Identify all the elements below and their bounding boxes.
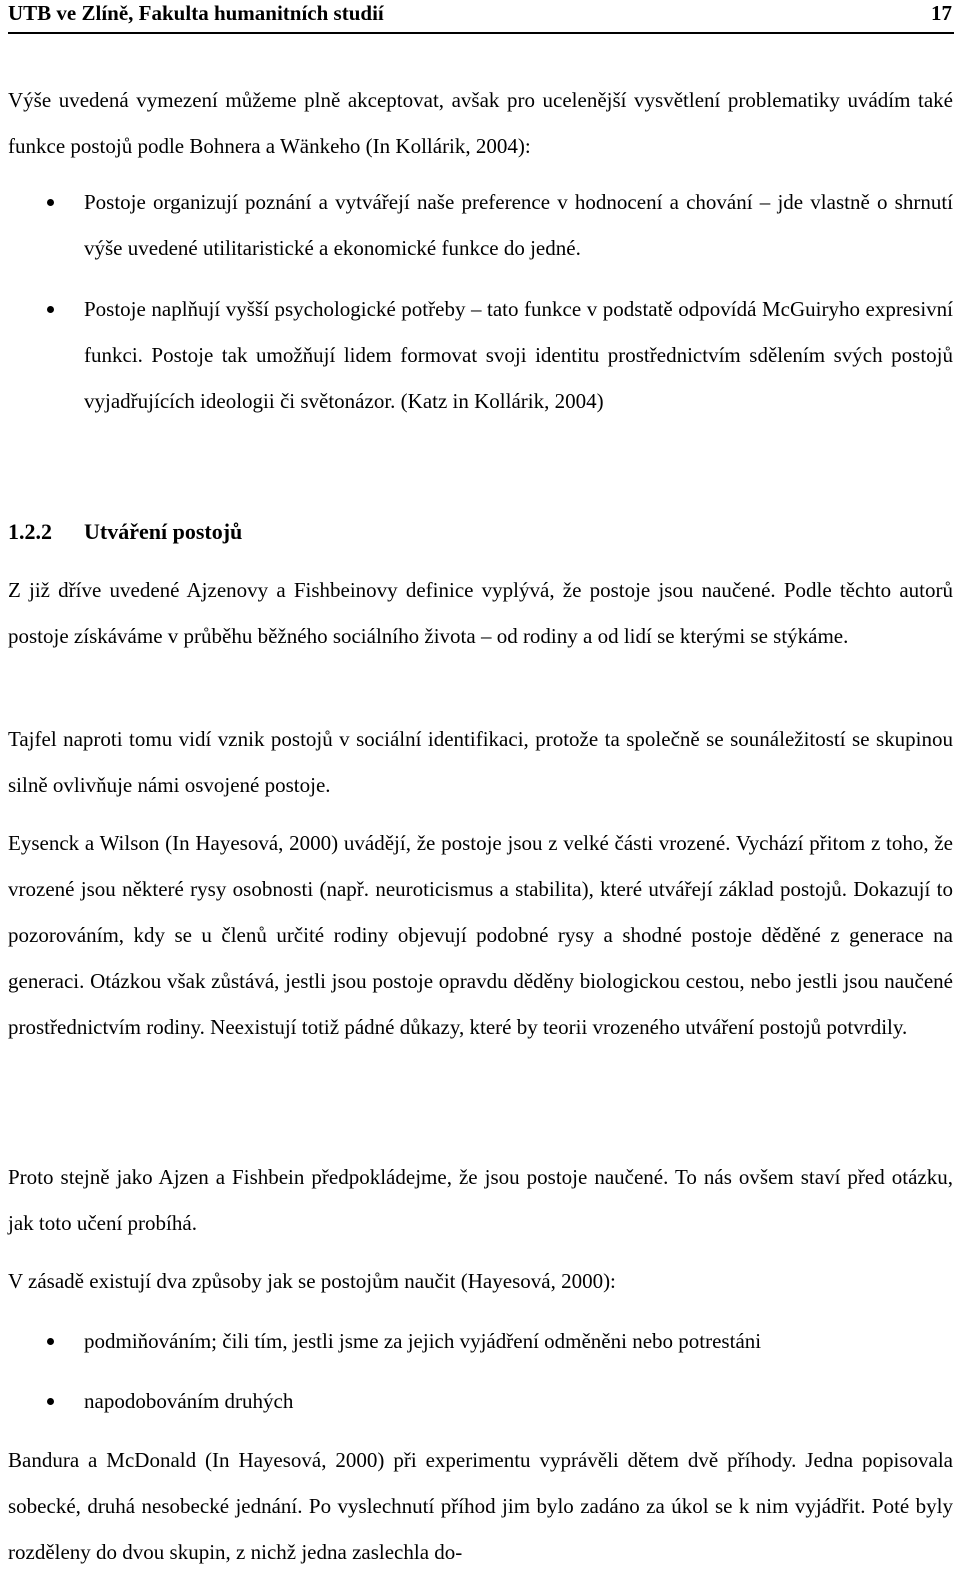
bullet-icon — [47, 1398, 54, 1405]
list-item-text: podmiňováním; čili tím, jestli jsme za jejich vyjádření odměněni nebo potrestáni — [84, 1329, 762, 1353]
page-number: 17 — [931, 1, 952, 25]
paragraph: Proto stejně jako Ajzen a Fishbein předpokládejme, že jsou postoje naučené. To nás ovšem staví před otázku, jak toto učení probíhá. — [8, 1165, 953, 1235]
paragraph: Eysenck a Wilson (In Hayesová, 2000) uvádějí, že postoje jsou z velké části vrozené. Vychází přitom z toho, že vrozené jsou některé rysy osobnosti (např. neuroticismus a stabilita), které utvářejí základ postojů. Dokazují to pozorováním, kdy se u členů určité rodiny objevují podobné rysy a shodné postoje děděné z generace na generaci. Otázkou však zůstává, jestli jsou postoje opravdu děděny biologickou cestou, nebo jestli jsou naučené prostřednictvím rodiny. Neexistují totiž pádné důkazy, které by teorii vrozeného utváření postojů potvrdily. — [8, 831, 953, 1039]
paragraph: V zásadě existují dva způsoby jak se postojům naučit (Hayesová, 2000): — [8, 1269, 616, 1293]
header-title: UTB ve Zlíně, Fakulta humanitních studií — [8, 1, 384, 25]
list-item-text: Postoje naplňují vyšší psychologické potřeby – tato funkce v podstatě odpovídá McGuiryho expresivní funkci. Postoje tak umožňují lidem formovat svoji identitu prostřednictvím sdělením svých postojů vyjadřujících ideologii či světonázor. (Katz in Kollárik, 2004) — [84, 297, 953, 413]
paragraph: Tajfel naproti tomu vidí vznik postojů v sociální identifikaci, protože ta společně se sounáležitostí se skupinou silně ovlivňuje námi osvojené postoje. — [8, 727, 953, 797]
paragraph: Z již dříve uvedené Ajzenovy a Fishbeinovy definice vyplývá, že postoje jsou naučené. Podle těchto autorů postoje získáváme v průběhu běžného sociálního života – od rodiny a od lidí se kterými se stýkáme. — [8, 578, 953, 648]
bullet-icon — [47, 306, 54, 313]
bullet-icon — [47, 1338, 54, 1345]
paragraph: Bandura a McDonald (In Hayesová, 2000) při experimentu vyprávěli dětem dvě příhody. Jedna popisovala sobecké, druhá nesobecké jednání. Po vyslechnutí příhod jim bylo zadáno za úkol se k nim vyjádřit. Poté byly rozděleny do dvou skupin, z nichž jedna zaslechla do- — [8, 1448, 953, 1564]
section-number: 1.2.2 — [8, 519, 52, 544]
page-header — [8, 0, 954, 34]
list-item-text: Postoje organizují poznání a vytvářejí naše preference v hodnocení a chování – jde vlastně o shrnutí výše uvedené utilitaristické a ekonomické funkce do jedné. — [84, 190, 953, 260]
bullet-icon — [47, 199, 54, 206]
intro-paragraph: Výše uvedená vymezení můžeme plně akceptovat, avšak pro ucelenější vysvětlení problematiky uvádím také funkce postojů podle Bohnera a Wänkeho (In Kollárik, 2004): — [8, 88, 953, 158]
section-title: Utváření postojů — [84, 519, 243, 544]
section-heading — [8, 514, 242, 550]
list-item-text: napodobováním druhých — [84, 1389, 294, 1413]
